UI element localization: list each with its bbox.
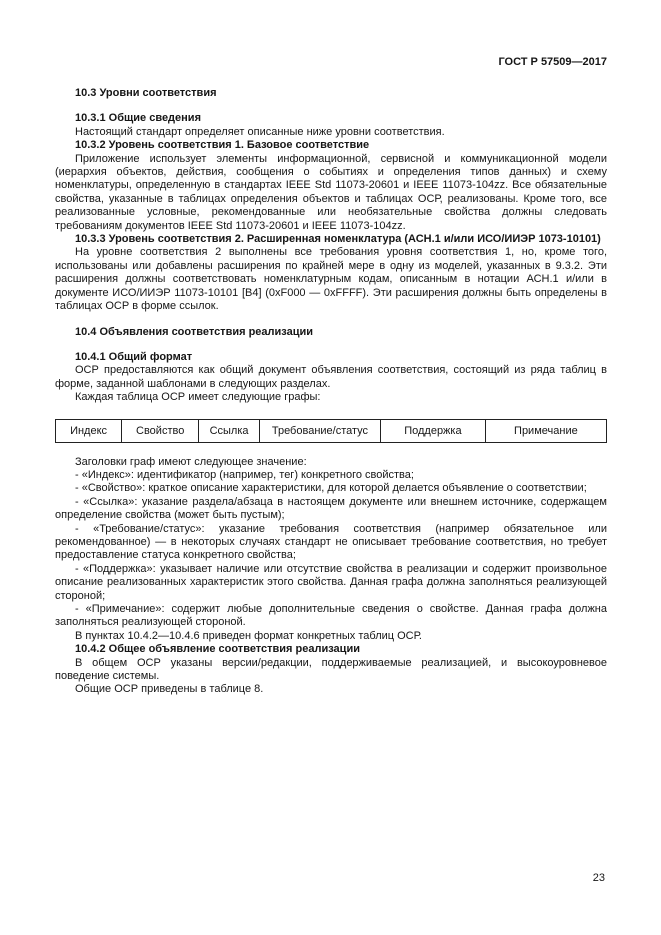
table-header-cell-requirement-status: Требование/статус xyxy=(259,419,380,442)
table-header-cell-reference: Ссылка xyxy=(199,419,260,442)
paragraph-10-3-2: Приложение использует элементы информационной, сервисной и коммуникационной модели (иерархия объектов, действия, сообщения о событиях и определения типов данных) и схему номенклатуры, определенную в стандартах IEEE Std 11073-20601 и IEEE 11073-104zz. Все обязательные свойства, указанные в таблицах определения объектов и таблицах ОСР, реализованы. Кроме того, все реализованные условные, рекомендованные или необязательные свойства должны следовать требованиям документов IEEE Std 11073-20601 и IEEE 11073-104zz. xyxy=(55,152,607,232)
subsection-heading-10-3-1: 10.3.1 Общие сведения xyxy=(75,112,201,125)
list-item-index: - «Индекс»: идентификатор (например, тег) конкретного свойства; xyxy=(75,468,414,481)
paragraph-table-lead-in: Каждая таблица ОСР имеет следующие графы: xyxy=(75,391,321,404)
list-item-reference: - «Ссылка»: указание раздела/абзаца в настоящем документе или внешнем источнике, содержащем определение свойства (может быть пустым); xyxy=(55,495,607,522)
section-heading-10-4: 10.4 Объявления соответствия реализации xyxy=(75,325,314,338)
paragraph-10-4-2-table-ref: Общие ОСР приведены в таблице 8. xyxy=(75,683,264,696)
paragraph-10-4-1-outro: В пунктах 10.4.2—10.4.6 приведен формат конкретных таблиц ОСР. xyxy=(75,629,422,642)
list-item-property: - «Свойство»: краткое описание характеристики, для которой делается объявление о соответствии; xyxy=(75,482,587,495)
document-header-code: ГОСТ Р 57509—2017 xyxy=(498,56,607,68)
table-header-row xyxy=(56,419,607,442)
page-number: 23 xyxy=(592,871,605,884)
subsection-heading-10-4-1: 10.4.1 Общий формат xyxy=(75,350,193,363)
paragraph-10-4-1-intro: ОСР предоставляются как общий документ объявления соответствия, состоящий из ряда таблиц в форме, заданной шаблонами в следующих разделах. xyxy=(55,364,607,390)
table-header-cell-property: Свойство xyxy=(122,419,199,442)
subsection-heading-10-3-2: 10.3.2 Уровень соответствия 1. Базовое соответствие xyxy=(75,139,370,152)
paragraph-10-4-2: В общем ОСР указаны версии/редакции, поддерживаемые реализацией, и высокоуровневое поведение системы. xyxy=(55,656,607,683)
table-header-cell-support: Поддержка xyxy=(381,419,486,442)
document-content xyxy=(55,87,607,697)
table-header-cell-index: Индекс xyxy=(56,419,122,442)
paragraph-10-3-3: На уровне соответствия 2 выполнены все требования уровня соответствия 1, но, кроме того, использованы или добавлены расширения по крайней мере в одну из моделей, указанных в 9.3.2. Эти расширения должны соответствовать номенклатурным кодам, описанным в нотации АСН.1 и/или в документе ИСО/ИИЭР 11073-10101 [В4] (0xF000 — 0xFFFF). Эти расширения должны быть определены в таблицах ОСР в форме ссылок. xyxy=(55,246,607,313)
paragraph-columns-meaning-lead-in: Заголовки граф имеют следующее значение: xyxy=(75,455,307,468)
section-heading-10-3: 10.3 Уровни соответствия xyxy=(75,87,217,99)
table-header-cell-note: Примечание xyxy=(485,419,606,442)
paragraph-10-3-1: Настоящий стандарт определяет описанные ниже уровни соответствия. xyxy=(75,125,445,138)
subsection-heading-10-4-2: 10.4.2 Общее объявление соответствия реализации xyxy=(75,643,360,656)
list-item-support: - «Поддержка»: указывает наличие или отсутствие свойства в реализации и содержит произвольное описание реализованных характеристик этого свойства. Данная графа должна заполняться реализующей стороной; xyxy=(55,562,607,602)
ocr-columns-table xyxy=(55,419,607,443)
list-item-requirement-status: - «Требование/статус»: указание требования соответствия (например обязательное или рекомендованное) — в некоторых случаях стандарт не описывает требование соответствия, но требует предоставление статуса конкретного свойства; xyxy=(55,522,607,562)
ocr-table-wrapper xyxy=(55,419,607,443)
list-item-note: - «Примечание»: содержит любые дополнительные сведения о свойстве. Данная графа должна заполняться реализующей стороной. xyxy=(55,603,607,629)
subsection-heading-10-3-3: 10.3.3 Уровень соответствия 2. Расширенная номенклатура (АСН.1 и/или ИСО/ИИЭР 1073-10101) xyxy=(75,233,601,246)
